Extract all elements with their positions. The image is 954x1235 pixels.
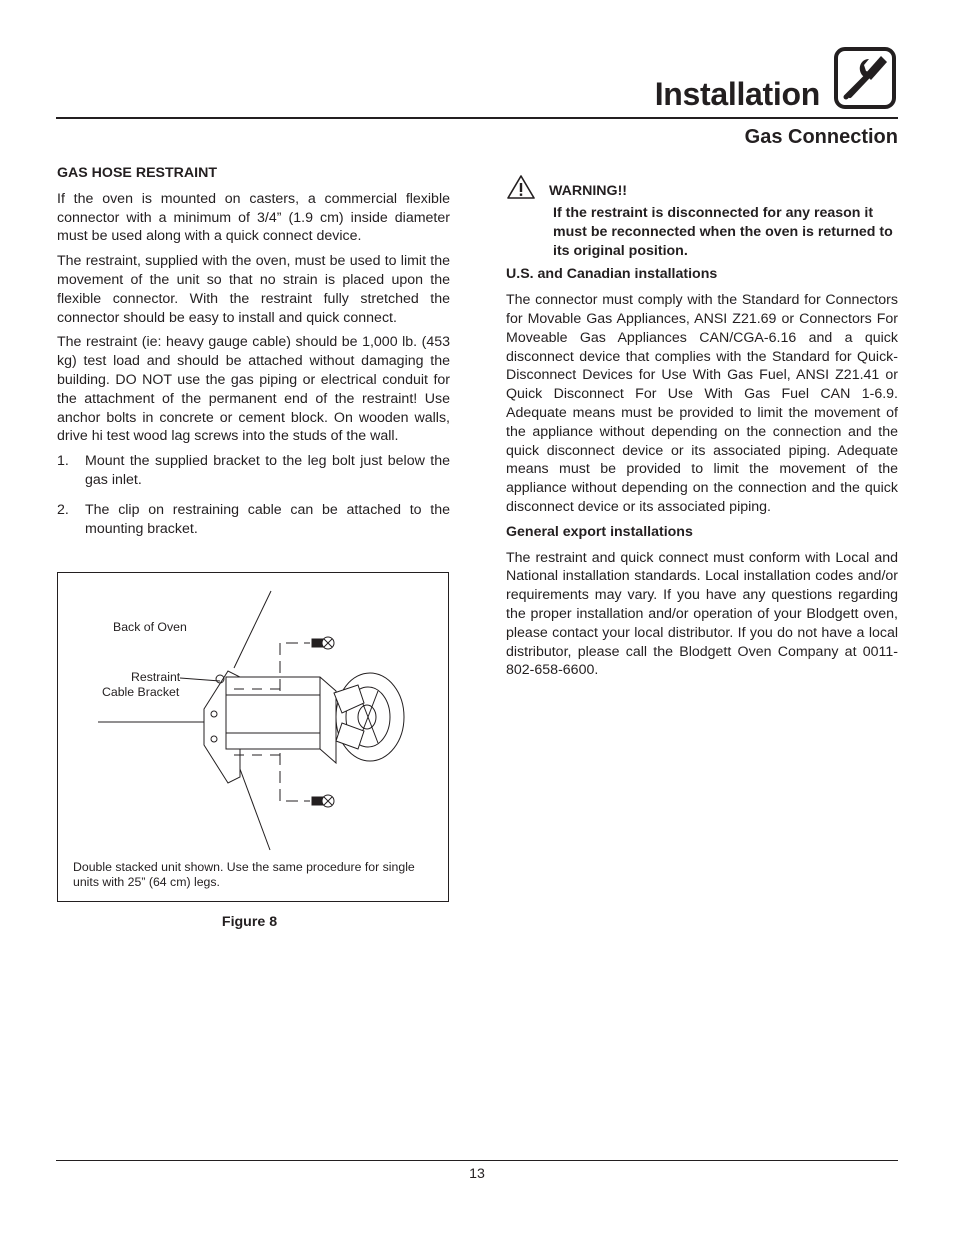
wrench-screwdriver-icon [833, 46, 897, 110]
page-title: Installation [654, 76, 820, 112]
figure-caption: Double stacked unit shown. Use the same procedure for single units with 25” (64 cm) legs. [73, 860, 415, 889]
export-text: The restraint and quick connect must conform with Local and National installation standards. Local installation codes and/or requirements may vary. If you have any questions regarding the proper installation and/or operation of your Blodgett oven, please contact your local distributor. If you do not have a local distributor, please call the Blodgett Oven Company at 0011-802-658-6600. [506, 549, 898, 679]
section-title: Gas Connection [744, 126, 898, 148]
us-canadian-heading: U.S. and Canadian installations [506, 266, 718, 283]
page-number: 13 [469, 1166, 485, 1182]
paragraph: The restraint, supplied with the oven, must be used to limit the movement of the unit so that no strain is placed upon the flexible connector. With the restraint fully stretched the connector should be easy to install and quick connect. [57, 253, 450, 326]
figure-8 [57, 572, 449, 902]
right-column [506, 176, 898, 686]
step-text: The clip on restraining cable can be attached to the mounting bracket. [85, 501, 450, 537]
cable-bracket-label: Cable Bracket [102, 685, 180, 699]
figure-title: Figure 8 [221, 914, 278, 930]
left-column [57, 164, 450, 549]
step-number: 1. [57, 453, 69, 470]
us-canadian-text: The connector must comply with the Standard for Connectors for Movable Gas Appliances, ANSI Z21.69 or Connectors For Moveable Gas Appliances CAN/CGA-6.16 and a quick disconnect device that complies with the Standard for Quick-Disconnect Devices for Use With Gas Fuel, ANSI Z21.41 or Quick Disconnect For Use With Gas Fuel CAN 1-6.9. Adequate means must be provided to limit the movement of the appliance without depending on the connection and the quick disconnect device or its associated piping. Adequate means must be provided to limit the movement of the appliance without depending on the connection and the quick disconnect device or its associated piping. [506, 292, 898, 515]
header-rule [56, 117, 898, 119]
step-list [57, 452, 450, 538]
step-text: Mount the supplied bracket to the leg bolt just below the gas inlet. [85, 453, 450, 488]
gas-hose-restraint-heading: GAS HOSE RESTRAINT [57, 165, 218, 181]
export-heading: General export installations [506, 523, 693, 540]
warning-header [506, 176, 898, 200]
paragraph: The restraint (ie: heavy gauge cable) should be 1,000 lb. (453 kg) test load and should be attached without damaging the building. DO NOT use the gas piping or electrical conduit for the attachment of the permanent end of the restraint! Use anchor bolts in concrete or cement block. On wooden walls, drive hi test wood lag screws into the studs of the wall. [57, 334, 450, 445]
list-item [57, 452, 450, 490]
back-of-oven-label: Back of Oven [113, 620, 187, 634]
restraint-label: Restraint [131, 670, 181, 684]
warning-text: If the restraint is disconnected for any reason it must be reconnected when the oven is returned to its original position. [553, 205, 893, 259]
list-item [57, 501, 450, 539]
paragraph: If the oven is mounted on casters, a commercial flexible connector with a minimum of 3/4” (1.9 cm) inside diameter must be used along with a quick connect device. [57, 190, 450, 245]
step-number: 2. [57, 501, 69, 518]
warning-triangle-icon [506, 174, 536, 200]
warning-label: WARNING!! [549, 183, 628, 199]
footer-rule [56, 1160, 898, 1161]
